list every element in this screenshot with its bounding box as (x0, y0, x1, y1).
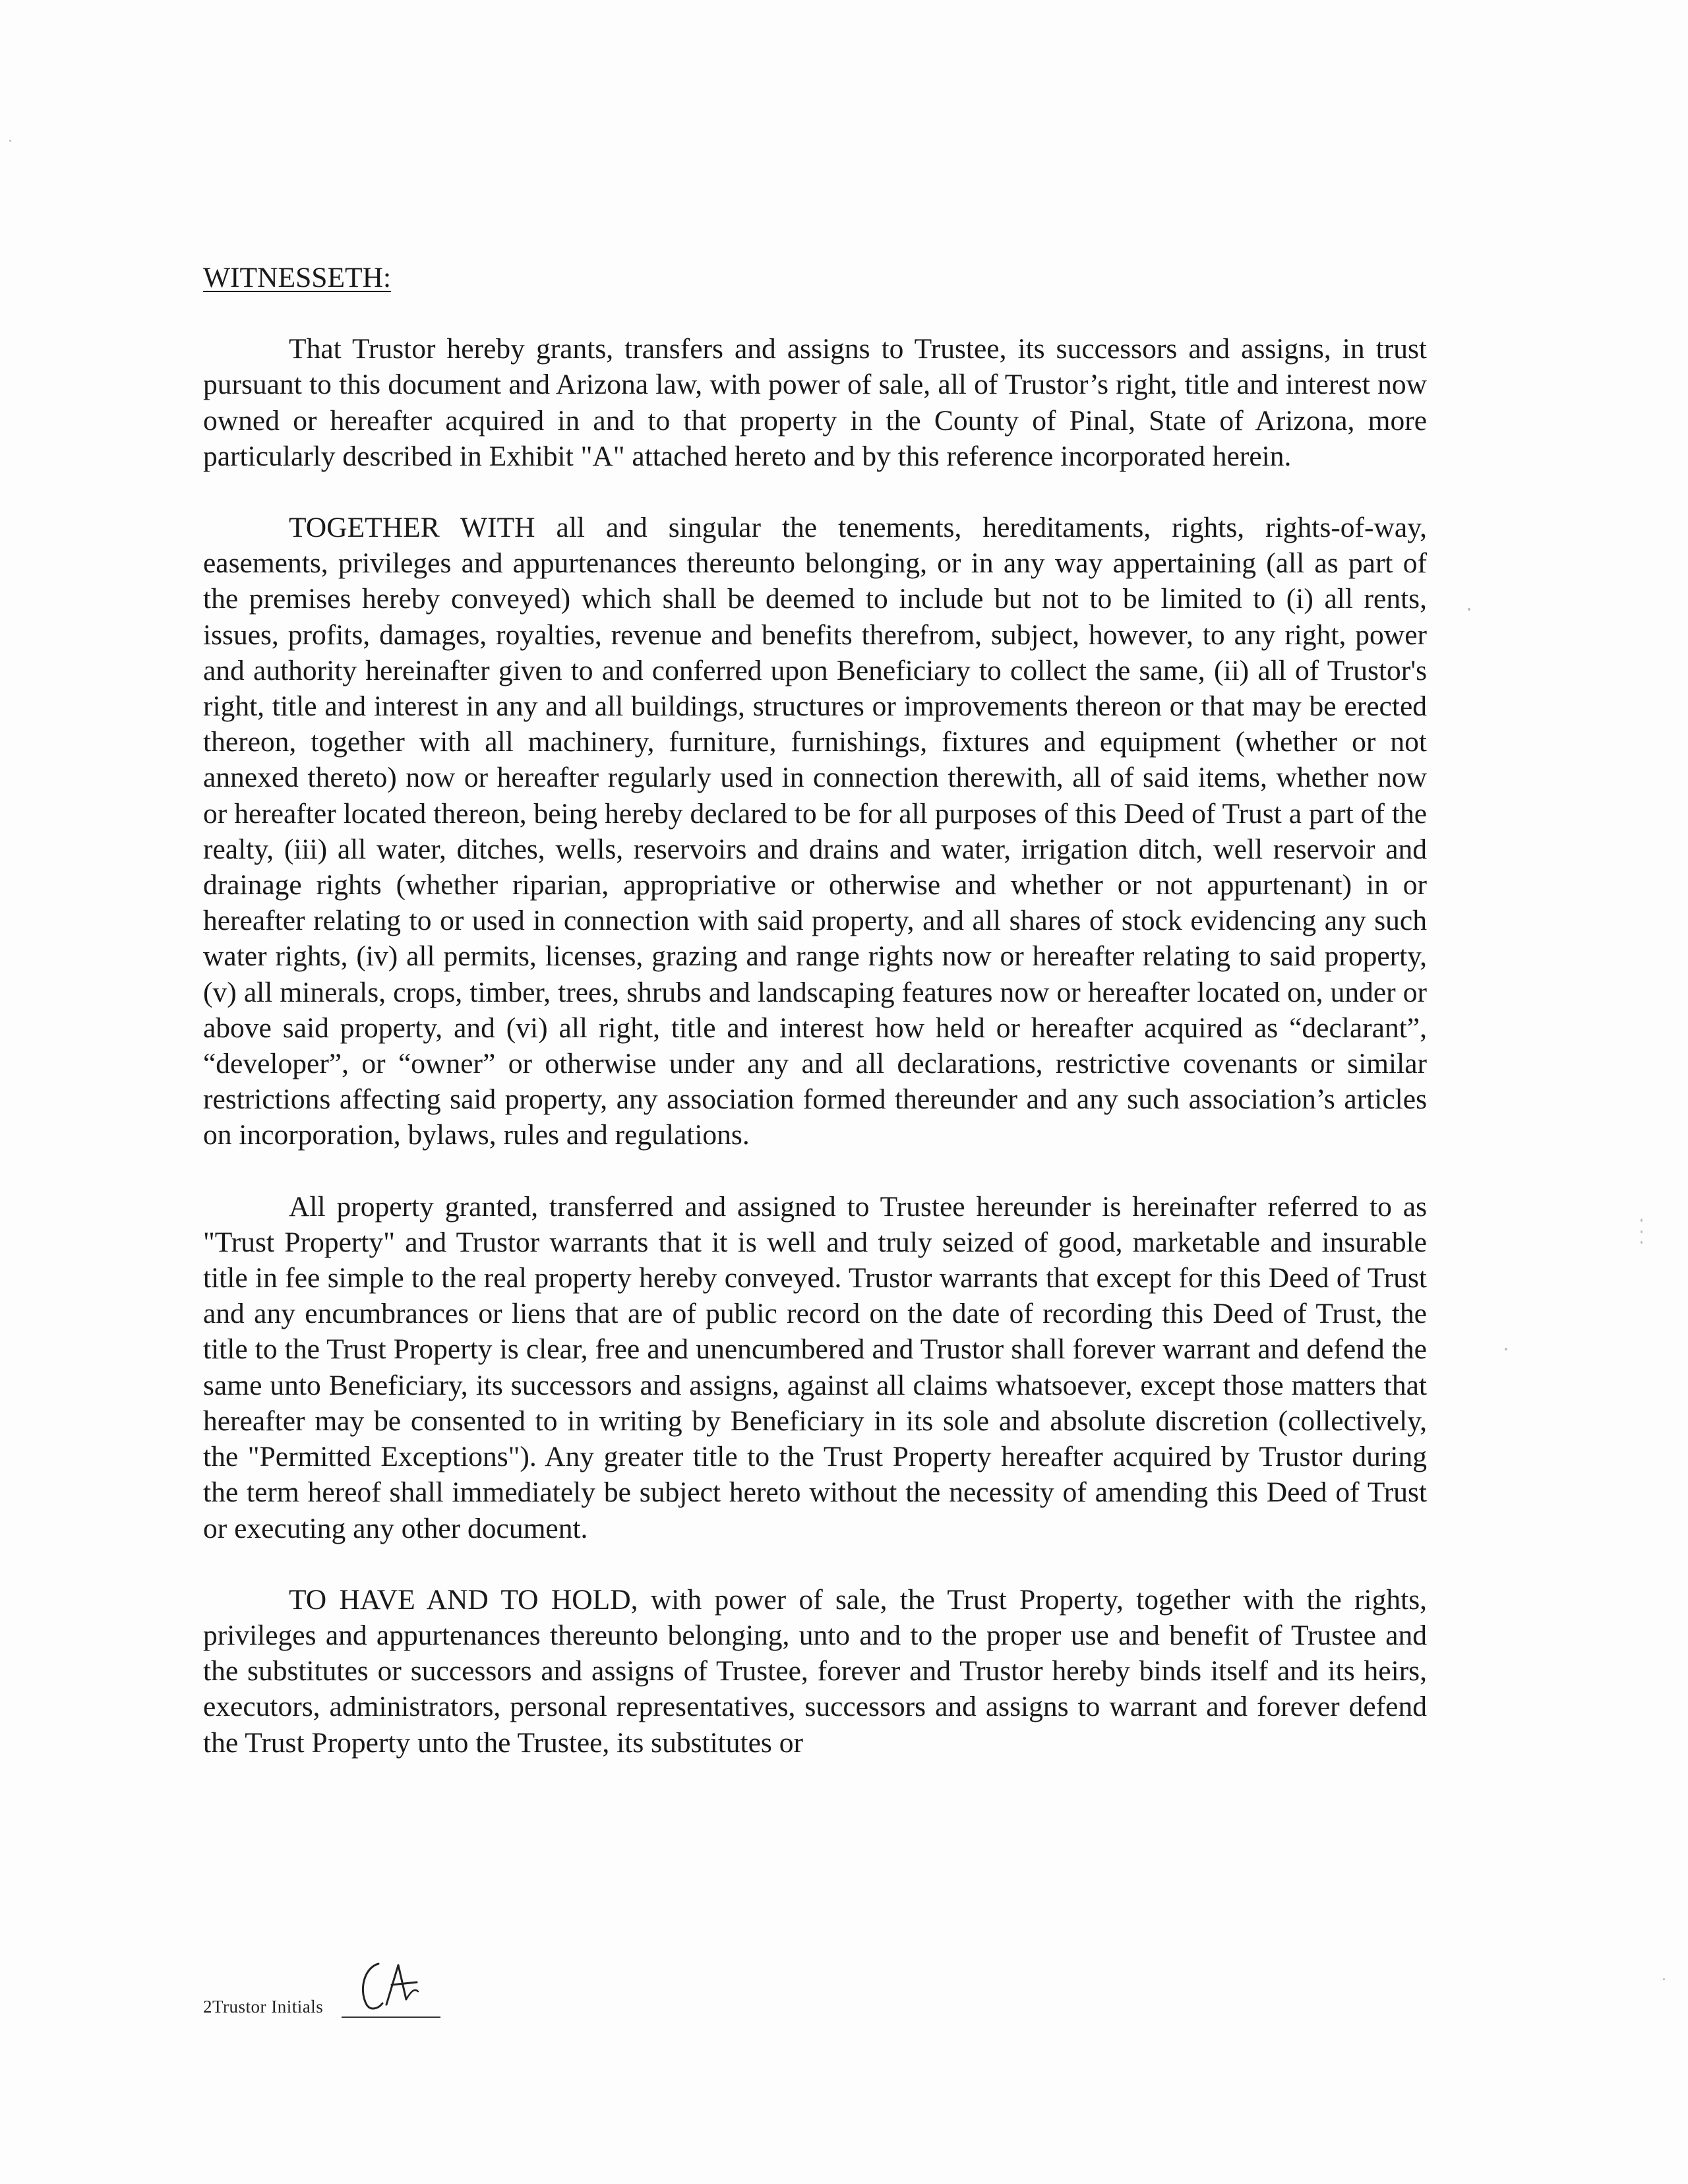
trustor-initials-label: 2Trustor Initials (203, 1997, 324, 2017)
scan-speck (1468, 608, 1470, 611)
paragraph-to-have-and-to-hold: TO HAVE AND TO HOLD, with power of sale, the Trust Property, together with the rights, privileges and appurtenances thereunto belonging, unto and to the proper use and benefit of Trustee and the substitutes or successors and assigns of Trustee, forever and Trustor hereby binds itself and its heirs, executors, administrators, personal representatives, successors and assigns to warrant and forever defend the Trust Property unto the Trustee, its substitutes or (203, 1583, 1427, 1759)
paragraph-trust-property: All property granted, transferred and assigned to Trustee hereunder is hereinafter referred to as "Trust Property" and Trustor warrants that it is well and truly seized of good, marketable and insurable title in fee simple to the real property hereby conveyed. Trustor warrants that except for this Deed of Trust and any encumbrances or liens that are of public record on the date of recording this Deed of Trust, the title to the Trust Property is clear, free and unencumbered and Trustor shall forever warrant and defend the same unto Beneficiary, its successors and assigns, against all claims whatsoever, except those matters that hereafter may be consented to in writing by Beneficiary in its sole and absolute discretion (collectively, the "Permitted Exceptions"). Any greater title to the Trust Property hereafter acquired by Trustor during the term hereof shall immediately be subject hereto without the necessity of amending this Deed of Trust or executing any other document. (203, 1190, 1427, 1544)
paragraph-together-with: TOGETHER WITH all and singular the tenements, hereditaments, rights, rights-of-way, easements, privileges and appurtenances thereunto belonging, or in any way appertaining (all as part of the premises hereby conveyed) which shall be deemed to include but not to be limited to (i) all rents, issues, profits, damages, royalties, revenue and benefits therefrom, subject, however, to any right, power and authority hereinafter given to and conferred upon Beneficiary to collect the same, (ii) all of Trustor's right, title and interest in any and all buildings, structures or improvements thereon or that may be erected thereon, together with all machinery, furniture, furnishings, fixtures and equipment (whether or not annexed thereto) now or hereafter regularly used in connection therewith, all of said items, whether now or hereafter located thereon, being hereby declared to be for all purposes of this Deed of Trust a part of the realty, (iii) all water, ditches, wells, reservoirs and drains and water, irrigation ditch, well reservoir and drainage rights (whether riparian, appropriative or otherwise and whether or not appurtenant) in or hereafter relating to or used in connection with said property, and all shares of stock evidencing any such water rights, (iv) all permits, licenses, grazing and range rights now or hereafter relating to said property, (v) all minerals, crops, timber, trees, shrubs and landscaping features now or hereafter located on, under or above said property, and (vi) all right, title and interest how held or hereafter acquired as “declarant”, “developer”, or “owner” or otherwise under any and all declarations, restrictive covenants or similar restrictions affecting said property, any association formed thereunder and any such association’s articles on incorporation, bylaws, rules and regulations. (203, 512, 1427, 1151)
scan-speck (1663, 1978, 1665, 1980)
document-body (203, 260, 1427, 1761)
paragraph-grant: That Trustor hereby grants, transfers and assigns to Trustee, its successors and assigns, in trust pursuant to this document and Arizona law, with power of sale, all of Trustor’s right, title and interest now owned or hereafter acquired in and to that property in the County of Pinal, State of Arizona, more particularly described in Exhibit "A" attached hereto and by this reference incorporated herein. (203, 333, 1427, 472)
initials-signature-line (342, 2017, 440, 2018)
scan-speck (1641, 1230, 1643, 1233)
handwritten-initials-icon (352, 1958, 438, 2018)
section-heading: WITNESSETH: (203, 262, 392, 293)
scan-speck (9, 140, 11, 142)
scan-speck (1641, 1219, 1643, 1222)
page-footer (203, 1958, 480, 2031)
scan-speck (1641, 1241, 1643, 1244)
scan-speck (1505, 1348, 1507, 1350)
